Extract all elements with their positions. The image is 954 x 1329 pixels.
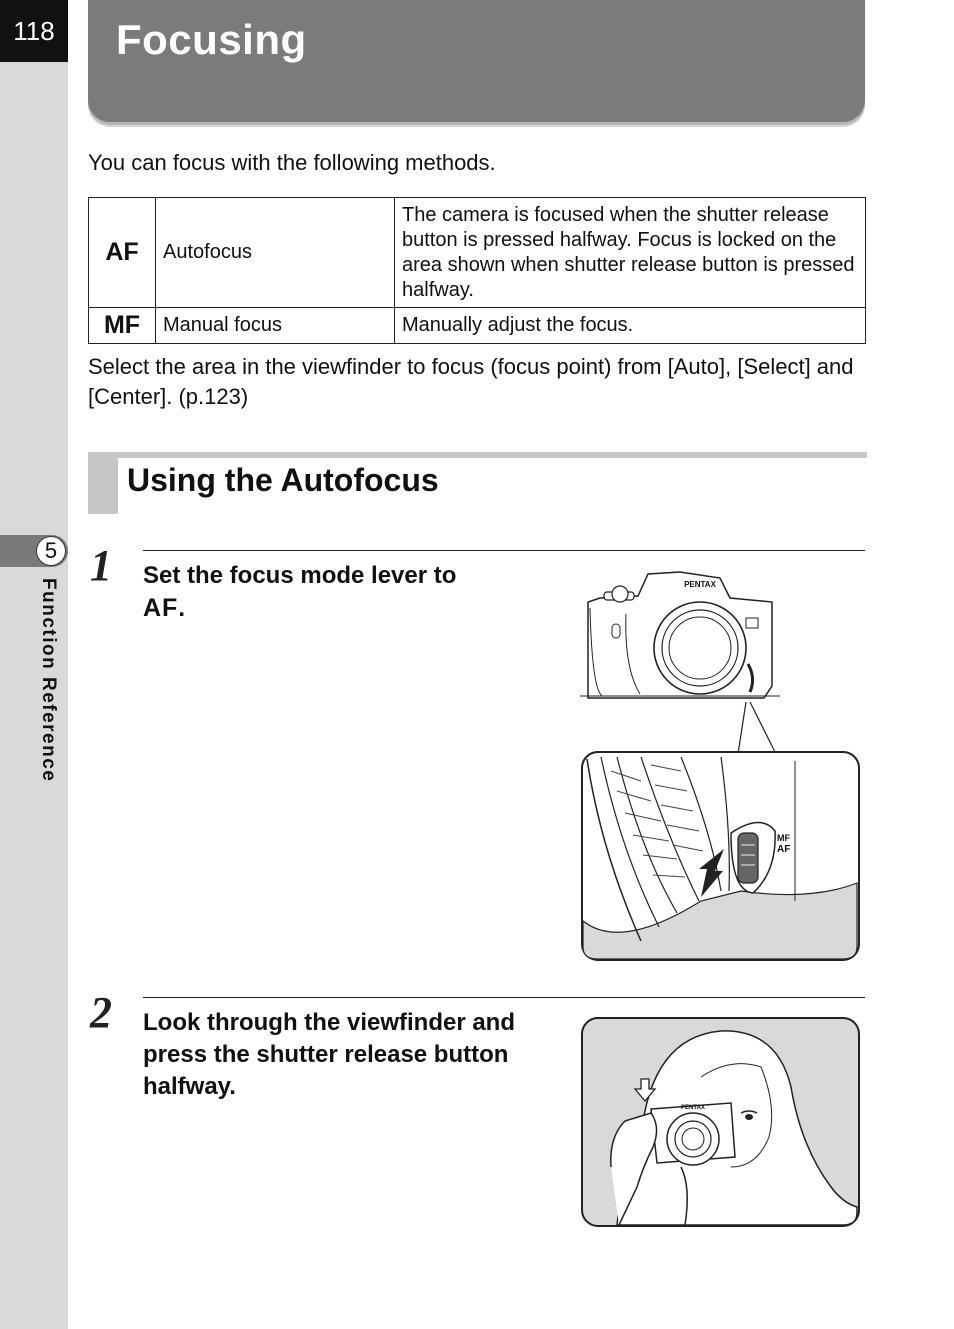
- step-text: Look through the viewfinder and press the shutter release button halfway.: [143, 1009, 515, 1100]
- intro-text: You can focus with the following methods.: [88, 150, 496, 175]
- callout-connector: [580, 680, 860, 760]
- step-suffix: .: [178, 595, 185, 622]
- lever-label-mf: MF: [777, 833, 790, 843]
- section-top-rule: [88, 452, 867, 458]
- step-divider: [143, 550, 865, 551]
- mode-cell: AF: [89, 198, 156, 308]
- chapter-number-badge: 5: [36, 536, 66, 566]
- name-cell: Autofocus: [156, 198, 395, 308]
- name-cell: Manual focus: [156, 308, 395, 344]
- focus-point-note: Select the area in the viewfinder to focus (focus point) from [Auto], [Select] and [Center]. (p.123): [88, 354, 854, 409]
- page-number: 118: [0, 0, 68, 62]
- camera-brand-label-small: PENTAX: [681, 1105, 705, 1111]
- lever-label-af: AF: [777, 844, 791, 855]
- af-mark: AF: [143, 594, 179, 622]
- page-title: Focusing: [116, 16, 307, 63]
- step-instruction: Set the focus mode lever to: [143, 562, 457, 589]
- camera-brand-label: PENTAX: [684, 580, 716, 589]
- chapter-label: Function Reference: [38, 578, 59, 783]
- section-left-block: [88, 452, 118, 514]
- description-cell: Manually adjust the focus.: [395, 308, 866, 344]
- focus-lever-closeup-illustration: [581, 751, 860, 961]
- description-cell: The camera is focused when the shutter release button is pressed halfway. Focus is locked on the area shown when shutter release button is pressed halfway.: [395, 198, 866, 308]
- step-divider: [143, 997, 865, 998]
- section-title: Using the Autofocus: [127, 462, 439, 498]
- focus-methods-table: [88, 197, 866, 344]
- table-row: [89, 198, 866, 308]
- step-number: 2: [90, 988, 112, 1037]
- mode-cell: MF: [89, 308, 156, 344]
- viewfinder-person-illustration: [581, 1017, 860, 1227]
- table-row: [89, 308, 866, 344]
- step-number: 1: [90, 541, 112, 590]
- step-text: [143, 560, 533, 625]
